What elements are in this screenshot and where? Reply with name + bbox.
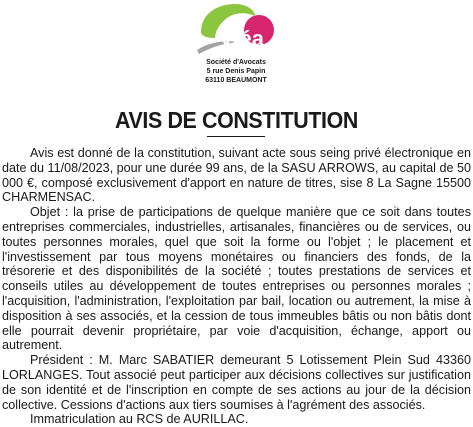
firm-name: Société d'Avocats [206,59,266,66]
paragraph-president: Président : M. Marc SABATIER demeurant 5 Lotissement Plein Sud 43360 LORLANGES. Tout associé peut participer aux décisions collectives sur justification de son identité et de l'inscription en compte de ses actions au jour de la décision collective. Cessions d'actions aux tiers soumises à l'agrément des associés. [2,353,471,412]
logo-wordmark: ytéa [220,26,265,51]
firm-city: 63110 BEAUMONT [205,77,267,84]
ytea-logo-graphic [195,2,275,58]
firm-street: 5 rue Denis Papin [206,68,266,75]
paragraph-constitution: Avis est donné de la constitution, suivant acte sous seing privé électronique en date du 11/08/2023, pour une durée 99 ans, de la SASU ARROWS, au capital de 50 000 €, composé exclusivement d'apport en nature de titres, sise 8 La Sagne 15500 CHARMENSAC. [2,146,471,205]
firm-logo [195,2,275,58]
paragraph-immatriculation: Immatriculation au RCS de AURILLAC. [30,412,249,427]
firm-address-block [190,58,282,85]
title-underline [207,136,265,137]
paragraph-objet: Objet : la prise de participations de quelque manière que ce soit dans toutes entreprises commerciales, industrielles, artisanales, financières ou de services, ou toutes personnes morales, quel que soit la forme ou l'objet ; le placement et l'investissement par tous moyens monétaires ou financiers des fonds, de la trésorerie et des disponibilités de la société ; toutes prestations de services et conseils utiles au développement de toutes entreprises ou personnes morales ; l'acquisition, l'administration, l'exploitation par bail, location ou autrement, la mise à disposition à ses associés, et la cession de tous immeubles bâtis ou non bâtis dont elle pourrait devenir propriétaire, par voie d'acquisition, échange, apport ou autrement. [2,205,471,353]
notice-title: AVIS DE CONSTITUTION [115,107,358,133]
notice-body [2,146,471,427]
